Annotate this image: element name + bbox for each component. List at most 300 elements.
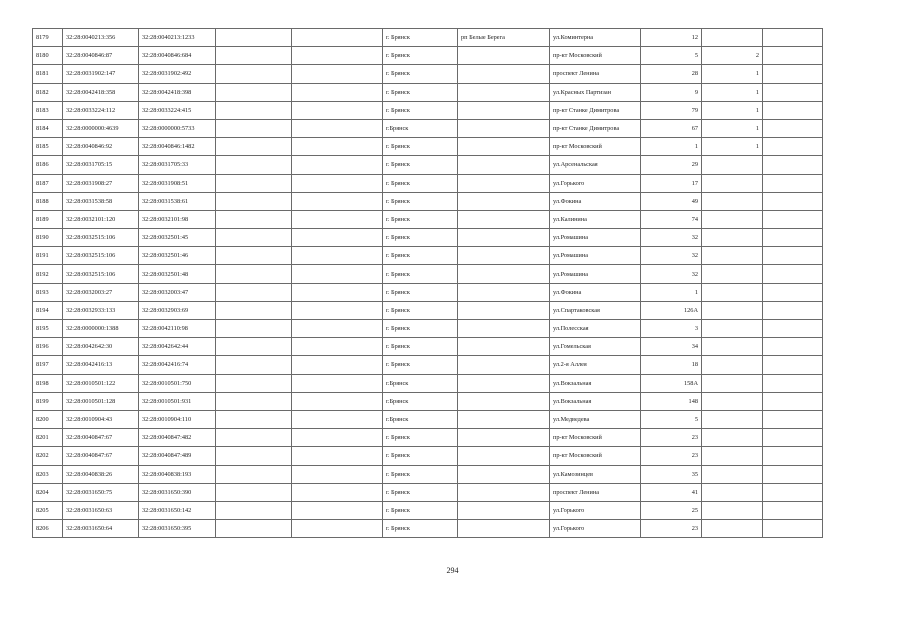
cell-city: г. Брянск bbox=[383, 465, 458, 483]
cell-building-number bbox=[702, 356, 763, 374]
cell-column-11 bbox=[763, 229, 823, 247]
cell-building-number bbox=[702, 410, 763, 428]
cell-cadastral-number-object: 32:28:0031650:395 bbox=[139, 520, 216, 538]
cell-house-number: 67 bbox=[641, 119, 702, 137]
cell-column-11 bbox=[763, 192, 823, 210]
cell-cadastral-number-object: 32:28:0042642:44 bbox=[139, 338, 216, 356]
cell-cadastral-number-parcel: 32:28:0031650:64 bbox=[63, 520, 139, 538]
cell-house-number: 12 bbox=[641, 29, 702, 47]
cell-city: г. Брянск bbox=[383, 29, 458, 47]
cell-column-5 bbox=[292, 410, 383, 428]
table-row bbox=[33, 465, 823, 483]
cell-city: г. Брянск bbox=[383, 520, 458, 538]
cell-city: г. Брянск bbox=[383, 447, 458, 465]
cell-cadastral-number-object: 32:28:0031908:51 bbox=[139, 174, 216, 192]
cell-column-11 bbox=[763, 65, 823, 83]
cell-row-number: 8183 bbox=[33, 101, 63, 119]
cell-city: г. Брянск bbox=[383, 356, 458, 374]
cell-cadastral-number-parcel: 32:28:0032101:120 bbox=[63, 210, 139, 228]
cell-building-number bbox=[702, 265, 763, 283]
cell-cadastral-number-parcel: 32:28:0033224:112 bbox=[63, 101, 139, 119]
cell-building-number bbox=[702, 465, 763, 483]
cell-cadastral-number-object: 32:28:0031705:33 bbox=[139, 156, 216, 174]
cell-settlement bbox=[458, 283, 550, 301]
cell-column-4 bbox=[216, 174, 292, 192]
cell-row-number: 8195 bbox=[33, 320, 63, 338]
cell-house-number: 17 bbox=[641, 174, 702, 192]
cell-street: ул.Калинина bbox=[550, 210, 641, 228]
cell-house-number: 34 bbox=[641, 338, 702, 356]
cell-column-4 bbox=[216, 447, 292, 465]
cell-house-number: 126А bbox=[641, 301, 702, 319]
cell-cadastral-number-object: 32:28:0010501:931 bbox=[139, 392, 216, 410]
cell-column-5 bbox=[292, 301, 383, 319]
cell-building-number bbox=[702, 429, 763, 447]
cell-house-number: 32 bbox=[641, 265, 702, 283]
cell-column-5 bbox=[292, 119, 383, 137]
cell-column-5 bbox=[292, 229, 383, 247]
cell-cadastral-number-object: 32:28:0033224:415 bbox=[139, 101, 216, 119]
register-table bbox=[32, 28, 823, 538]
cell-cadastral-number-parcel: 32:28:0031908:27 bbox=[63, 174, 139, 192]
cell-row-number: 8199 bbox=[33, 392, 63, 410]
cell-city: г.Брянск bbox=[383, 374, 458, 392]
cell-column-5 bbox=[292, 483, 383, 501]
cell-column-11 bbox=[763, 374, 823, 392]
cell-row-number: 8190 bbox=[33, 229, 63, 247]
cell-building-number bbox=[702, 338, 763, 356]
cell-column-5 bbox=[292, 29, 383, 47]
cell-column-11 bbox=[763, 356, 823, 374]
cell-column-5 bbox=[292, 392, 383, 410]
cell-cadastral-number-parcel: 32:28:0031650:75 bbox=[63, 483, 139, 501]
cell-cadastral-number-object: 32:28:0031650:142 bbox=[139, 501, 216, 519]
table-row bbox=[33, 429, 823, 447]
cell-city: г. Брянск bbox=[383, 301, 458, 319]
cell-building-number bbox=[702, 156, 763, 174]
cell-building-number: 1 bbox=[702, 65, 763, 83]
cell-street: пр-кт Станке Димитрова bbox=[550, 119, 641, 137]
cell-building-number: 1 bbox=[702, 101, 763, 119]
table-row bbox=[33, 283, 823, 301]
cell-house-number: 29 bbox=[641, 156, 702, 174]
cell-house-number: 1 bbox=[641, 283, 702, 301]
cell-cadastral-number-parcel: 32:28:0032515:106 bbox=[63, 265, 139, 283]
cell-settlement bbox=[458, 501, 550, 519]
table-row bbox=[33, 29, 823, 47]
cell-settlement bbox=[458, 338, 550, 356]
cell-cadastral-number-object: 32:28:0042416:74 bbox=[139, 356, 216, 374]
cell-city: г. Брянск bbox=[383, 265, 458, 283]
cell-street: ул.Вокзальная bbox=[550, 374, 641, 392]
cell-row-number: 8189 bbox=[33, 210, 63, 228]
cell-column-5 bbox=[292, 247, 383, 265]
table-row bbox=[33, 501, 823, 519]
cell-column-11 bbox=[763, 465, 823, 483]
cell-settlement bbox=[458, 192, 550, 210]
cell-street: проспект Ленина bbox=[550, 483, 641, 501]
cell-cadastral-number-parcel: 32:28:0010501:122 bbox=[63, 374, 139, 392]
cell-cadastral-number-parcel: 32:28:0031650:63 bbox=[63, 501, 139, 519]
cell-row-number: 8198 bbox=[33, 374, 63, 392]
page-number: 294 bbox=[446, 566, 459, 575]
table-row bbox=[33, 447, 823, 465]
cell-column-5 bbox=[292, 374, 383, 392]
cell-cadastral-number-object: 32:28:0031902:492 bbox=[139, 65, 216, 83]
cell-city: г. Брянск bbox=[383, 210, 458, 228]
cell-column-11 bbox=[763, 119, 823, 137]
table-row bbox=[33, 47, 823, 65]
cell-city: г. Брянск bbox=[383, 65, 458, 83]
cell-column-5 bbox=[292, 101, 383, 119]
cell-row-number: 8180 bbox=[33, 47, 63, 65]
cell-column-5 bbox=[292, 192, 383, 210]
table-row bbox=[33, 320, 823, 338]
cell-building-number bbox=[702, 210, 763, 228]
cell-column-11 bbox=[763, 338, 823, 356]
cell-column-5 bbox=[292, 138, 383, 156]
cell-settlement bbox=[458, 465, 550, 483]
cell-column-4 bbox=[216, 374, 292, 392]
cell-cadastral-number-object: 32:28:0032101:98 bbox=[139, 210, 216, 228]
cell-column-4 bbox=[216, 356, 292, 374]
register-table-body bbox=[33, 29, 823, 538]
table-row bbox=[33, 119, 823, 137]
cell-building-number bbox=[702, 520, 763, 538]
cell-cadastral-number-parcel: 32:28:0000000:1388 bbox=[63, 320, 139, 338]
cell-city: г. Брянск bbox=[383, 320, 458, 338]
cell-house-number: 18 bbox=[641, 356, 702, 374]
cell-column-4 bbox=[216, 101, 292, 119]
cell-cadastral-number-object: 32:28:0040838:193 bbox=[139, 465, 216, 483]
cell-cadastral-number-object: 32:28:0032903:69 bbox=[139, 301, 216, 319]
cell-cadastral-number-parcel: 32:28:0032933:133 bbox=[63, 301, 139, 319]
cell-city: г. Брянск bbox=[383, 47, 458, 65]
cell-house-number: 49 bbox=[641, 192, 702, 210]
cell-column-11 bbox=[763, 483, 823, 501]
cell-settlement: рп Белые Берега bbox=[458, 29, 550, 47]
cell-row-number: 8187 bbox=[33, 174, 63, 192]
table-row bbox=[33, 301, 823, 319]
cell-street: ул.Спартаковская bbox=[550, 301, 641, 319]
cell-settlement bbox=[458, 83, 550, 101]
cell-row-number: 8193 bbox=[33, 283, 63, 301]
cell-street: ул.Гомельская bbox=[550, 338, 641, 356]
cell-cadastral-number-object: 32:28:0000000:5733 bbox=[139, 119, 216, 137]
cell-column-5 bbox=[292, 283, 383, 301]
cell-house-number: 148 bbox=[641, 392, 702, 410]
cell-street: ул.Фокина bbox=[550, 192, 641, 210]
cell-cadastral-number-parcel: 32:28:0042416:13 bbox=[63, 356, 139, 374]
cell-street: пр-кт Станке Димитрова bbox=[550, 101, 641, 119]
cell-column-5 bbox=[292, 210, 383, 228]
cell-settlement bbox=[458, 483, 550, 501]
cell-column-5 bbox=[292, 156, 383, 174]
cell-street: ул.Камозинцев bbox=[550, 465, 641, 483]
cell-settlement bbox=[458, 47, 550, 65]
cell-city: г. Брянск bbox=[383, 101, 458, 119]
cell-city: г. Брянск bbox=[383, 156, 458, 174]
cell-column-11 bbox=[763, 174, 823, 192]
cell-cadastral-number-parcel: 32:28:0032515:106 bbox=[63, 229, 139, 247]
cell-building-number bbox=[702, 483, 763, 501]
cell-city: г. Брянск bbox=[383, 192, 458, 210]
cell-row-number: 8201 bbox=[33, 429, 63, 447]
cell-row-number: 8188 bbox=[33, 192, 63, 210]
cell-settlement bbox=[458, 429, 550, 447]
cell-house-number: 25 bbox=[641, 501, 702, 519]
cell-column-11 bbox=[763, 392, 823, 410]
cell-cadastral-number-parcel: 32:28:0040846:87 bbox=[63, 47, 139, 65]
cell-column-4 bbox=[216, 47, 292, 65]
cell-column-5 bbox=[292, 520, 383, 538]
cell-column-5 bbox=[292, 338, 383, 356]
cell-cadastral-number-parcel: 32:28:0000000:4639 bbox=[63, 119, 139, 137]
cell-column-5 bbox=[292, 429, 383, 447]
cell-row-number: 8184 bbox=[33, 119, 63, 137]
cell-house-number: 74 bbox=[641, 210, 702, 228]
cell-house-number: 158А bbox=[641, 374, 702, 392]
cell-column-11 bbox=[763, 138, 823, 156]
table-row bbox=[33, 229, 823, 247]
cell-column-4 bbox=[216, 83, 292, 101]
cell-row-number: 8197 bbox=[33, 356, 63, 374]
cell-column-4 bbox=[216, 192, 292, 210]
cell-column-5 bbox=[292, 465, 383, 483]
cell-column-4 bbox=[216, 283, 292, 301]
cell-city: г.Брянск bbox=[383, 119, 458, 137]
cell-column-5 bbox=[292, 356, 383, 374]
cell-column-11 bbox=[763, 520, 823, 538]
cell-settlement bbox=[458, 265, 550, 283]
cell-cadastral-number-parcel: 32:28:0040213:356 bbox=[63, 29, 139, 47]
cell-column-5 bbox=[292, 501, 383, 519]
cell-column-4 bbox=[216, 229, 292, 247]
cell-house-number: 32 bbox=[641, 229, 702, 247]
table-row bbox=[33, 338, 823, 356]
table-row bbox=[33, 174, 823, 192]
cell-row-number: 8185 bbox=[33, 138, 63, 156]
cell-city: г.Брянск bbox=[383, 410, 458, 428]
cell-column-11 bbox=[763, 29, 823, 47]
cell-city: г. Брянск bbox=[383, 174, 458, 192]
cell-settlement bbox=[458, 247, 550, 265]
cell-street: пр-кт Московский bbox=[550, 47, 641, 65]
cell-column-11 bbox=[763, 156, 823, 174]
cell-column-4 bbox=[216, 520, 292, 538]
cell-house-number: 1 bbox=[641, 138, 702, 156]
document-sheet bbox=[32, 28, 823, 538]
cell-cadastral-number-object: 32:28:0032501:48 bbox=[139, 265, 216, 283]
cell-street: ул.Красных Партизан bbox=[550, 83, 641, 101]
cell-row-number: 8182 bbox=[33, 83, 63, 101]
cell-cadastral-number-parcel: 32:28:0031902:147 bbox=[63, 65, 139, 83]
cell-column-5 bbox=[292, 447, 383, 465]
cell-street: ул.Фокина bbox=[550, 283, 641, 301]
cell-building-number: 1 bbox=[702, 119, 763, 137]
cell-building-number bbox=[702, 29, 763, 47]
table-row bbox=[33, 410, 823, 428]
cell-column-11 bbox=[763, 447, 823, 465]
cell-settlement bbox=[458, 138, 550, 156]
cell-cadastral-number-object: 32:28:0042110:98 bbox=[139, 320, 216, 338]
cell-street: ул.Вокзальная bbox=[550, 392, 641, 410]
table-row bbox=[33, 374, 823, 392]
table-row bbox=[33, 265, 823, 283]
cell-city: г. Брянск bbox=[383, 83, 458, 101]
cell-cadastral-number-parcel: 32:28:0040838:26 bbox=[63, 465, 139, 483]
cell-column-4 bbox=[216, 210, 292, 228]
cell-column-4 bbox=[216, 410, 292, 428]
cell-settlement bbox=[458, 156, 550, 174]
cell-house-number: 9 bbox=[641, 83, 702, 101]
cell-row-number: 8181 bbox=[33, 65, 63, 83]
table-row bbox=[33, 392, 823, 410]
cell-cadastral-number-object: 32:28:0031650:390 bbox=[139, 483, 216, 501]
cell-row-number: 8194 bbox=[33, 301, 63, 319]
table-row bbox=[33, 156, 823, 174]
cell-settlement bbox=[458, 447, 550, 465]
cell-street: ул.Ромашина bbox=[550, 265, 641, 283]
cell-building-number bbox=[702, 247, 763, 265]
cell-row-number: 8206 bbox=[33, 520, 63, 538]
cell-house-number: 23 bbox=[641, 447, 702, 465]
cell-house-number: 23 bbox=[641, 520, 702, 538]
cell-column-5 bbox=[292, 174, 383, 192]
cell-street: пр-кт Московский bbox=[550, 138, 641, 156]
cell-settlement bbox=[458, 520, 550, 538]
cell-city: г.Брянск bbox=[383, 392, 458, 410]
cell-building-number bbox=[702, 301, 763, 319]
cell-column-11 bbox=[763, 83, 823, 101]
cell-street: ул.Горького bbox=[550, 520, 641, 538]
cell-cadastral-number-parcel: 32:28:0031705:15 bbox=[63, 156, 139, 174]
cell-settlement bbox=[458, 229, 550, 247]
cell-house-number: 79 bbox=[641, 101, 702, 119]
cell-column-11 bbox=[763, 501, 823, 519]
cell-column-5 bbox=[292, 83, 383, 101]
cell-column-4 bbox=[216, 29, 292, 47]
cell-settlement bbox=[458, 301, 550, 319]
cell-cadastral-number-parcel: 32:28:0010501:128 bbox=[63, 392, 139, 410]
cell-street: ул.Арсенальская bbox=[550, 156, 641, 174]
cell-column-4 bbox=[216, 338, 292, 356]
cell-column-11 bbox=[763, 101, 823, 119]
cell-column-11 bbox=[763, 429, 823, 447]
cell-settlement bbox=[458, 392, 550, 410]
cell-column-11 bbox=[763, 301, 823, 319]
cell-city: г. Брянск bbox=[383, 247, 458, 265]
cell-building-number bbox=[702, 501, 763, 519]
table-row bbox=[33, 83, 823, 101]
cell-street: ул.Ромашина bbox=[550, 229, 641, 247]
cell-column-5 bbox=[292, 320, 383, 338]
cell-building-number bbox=[702, 447, 763, 465]
cell-street: проспект Ленина bbox=[550, 65, 641, 83]
cell-street: пр-кт Московский bbox=[550, 447, 641, 465]
cell-city: г. Брянск bbox=[383, 283, 458, 301]
cell-column-4 bbox=[216, 265, 292, 283]
cell-row-number: 8202 bbox=[33, 447, 63, 465]
cell-city: г. Брянск bbox=[383, 338, 458, 356]
cell-cadastral-number-object: 32:28:0040847:489 bbox=[139, 447, 216, 465]
cell-street: пр-кт Московский bbox=[550, 429, 641, 447]
cell-column-11 bbox=[763, 283, 823, 301]
cell-cadastral-number-object: 32:28:0032501:45 bbox=[139, 229, 216, 247]
cell-column-4 bbox=[216, 156, 292, 174]
cell-row-number: 8204 bbox=[33, 483, 63, 501]
cell-street: ул.Горького bbox=[550, 501, 641, 519]
cell-column-11 bbox=[763, 47, 823, 65]
cell-column-4 bbox=[216, 119, 292, 137]
cell-cadastral-number-parcel: 32:28:0032003:27 bbox=[63, 283, 139, 301]
cell-row-number: 8203 bbox=[33, 465, 63, 483]
cell-column-4 bbox=[216, 247, 292, 265]
cell-cadastral-number-object: 32:28:0040213:1233 bbox=[139, 29, 216, 47]
cell-building-number: 2 bbox=[702, 47, 763, 65]
cell-cadastral-number-parcel: 32:28:0032515:106 bbox=[63, 247, 139, 265]
cell-row-number: 8191 bbox=[33, 247, 63, 265]
cell-street: ул.Коминтерна bbox=[550, 29, 641, 47]
cell-column-4 bbox=[216, 501, 292, 519]
table-row bbox=[33, 65, 823, 83]
cell-building-number bbox=[702, 392, 763, 410]
cell-cadastral-number-parcel: 32:28:0010904:43 bbox=[63, 410, 139, 428]
cell-cadastral-number-object: 32:28:0032003:47 bbox=[139, 283, 216, 301]
cell-city: г. Брянск bbox=[383, 483, 458, 501]
table-row bbox=[33, 192, 823, 210]
cell-cadastral-number-parcel: 32:28:0042418:358 bbox=[63, 83, 139, 101]
cell-house-number: 32 bbox=[641, 247, 702, 265]
cell-settlement bbox=[458, 65, 550, 83]
cell-column-4 bbox=[216, 65, 292, 83]
cell-cadastral-number-object: 32:28:0010904:110 bbox=[139, 410, 216, 428]
cell-column-4 bbox=[216, 465, 292, 483]
table-row bbox=[33, 101, 823, 119]
cell-column-11 bbox=[763, 265, 823, 283]
table-row bbox=[33, 356, 823, 374]
cell-cadastral-number-parcel: 32:28:0040847:67 bbox=[63, 429, 139, 447]
cell-column-4 bbox=[216, 320, 292, 338]
cell-settlement bbox=[458, 119, 550, 137]
cell-row-number: 8186 bbox=[33, 156, 63, 174]
cell-building-number bbox=[702, 283, 763, 301]
cell-settlement bbox=[458, 374, 550, 392]
cell-building-number bbox=[702, 174, 763, 192]
cell-building-number: 1 bbox=[702, 83, 763, 101]
cell-column-4 bbox=[216, 483, 292, 501]
cell-building-number bbox=[702, 374, 763, 392]
cell-column-4 bbox=[216, 138, 292, 156]
cell-house-number: 28 bbox=[641, 65, 702, 83]
cell-city: г. Брянск bbox=[383, 229, 458, 247]
cell-cadastral-number-object: 32:28:0040847:482 bbox=[139, 429, 216, 447]
cell-building-number bbox=[702, 320, 763, 338]
cell-street: ул.Горького bbox=[550, 174, 641, 192]
cell-settlement bbox=[458, 410, 550, 428]
cell-row-number: 8196 bbox=[33, 338, 63, 356]
cell-row-number: 8179 bbox=[33, 29, 63, 47]
cell-cadastral-number-parcel: 32:28:0040847:67 bbox=[63, 447, 139, 465]
cell-house-number: 23 bbox=[641, 429, 702, 447]
cell-column-11 bbox=[763, 210, 823, 228]
cell-settlement bbox=[458, 101, 550, 119]
cell-house-number: 35 bbox=[641, 465, 702, 483]
cell-street: ул.Ромашина bbox=[550, 247, 641, 265]
table-row bbox=[33, 483, 823, 501]
cell-cadastral-number-parcel: 32:28:0040846:92 bbox=[63, 138, 139, 156]
cell-column-11 bbox=[763, 247, 823, 265]
